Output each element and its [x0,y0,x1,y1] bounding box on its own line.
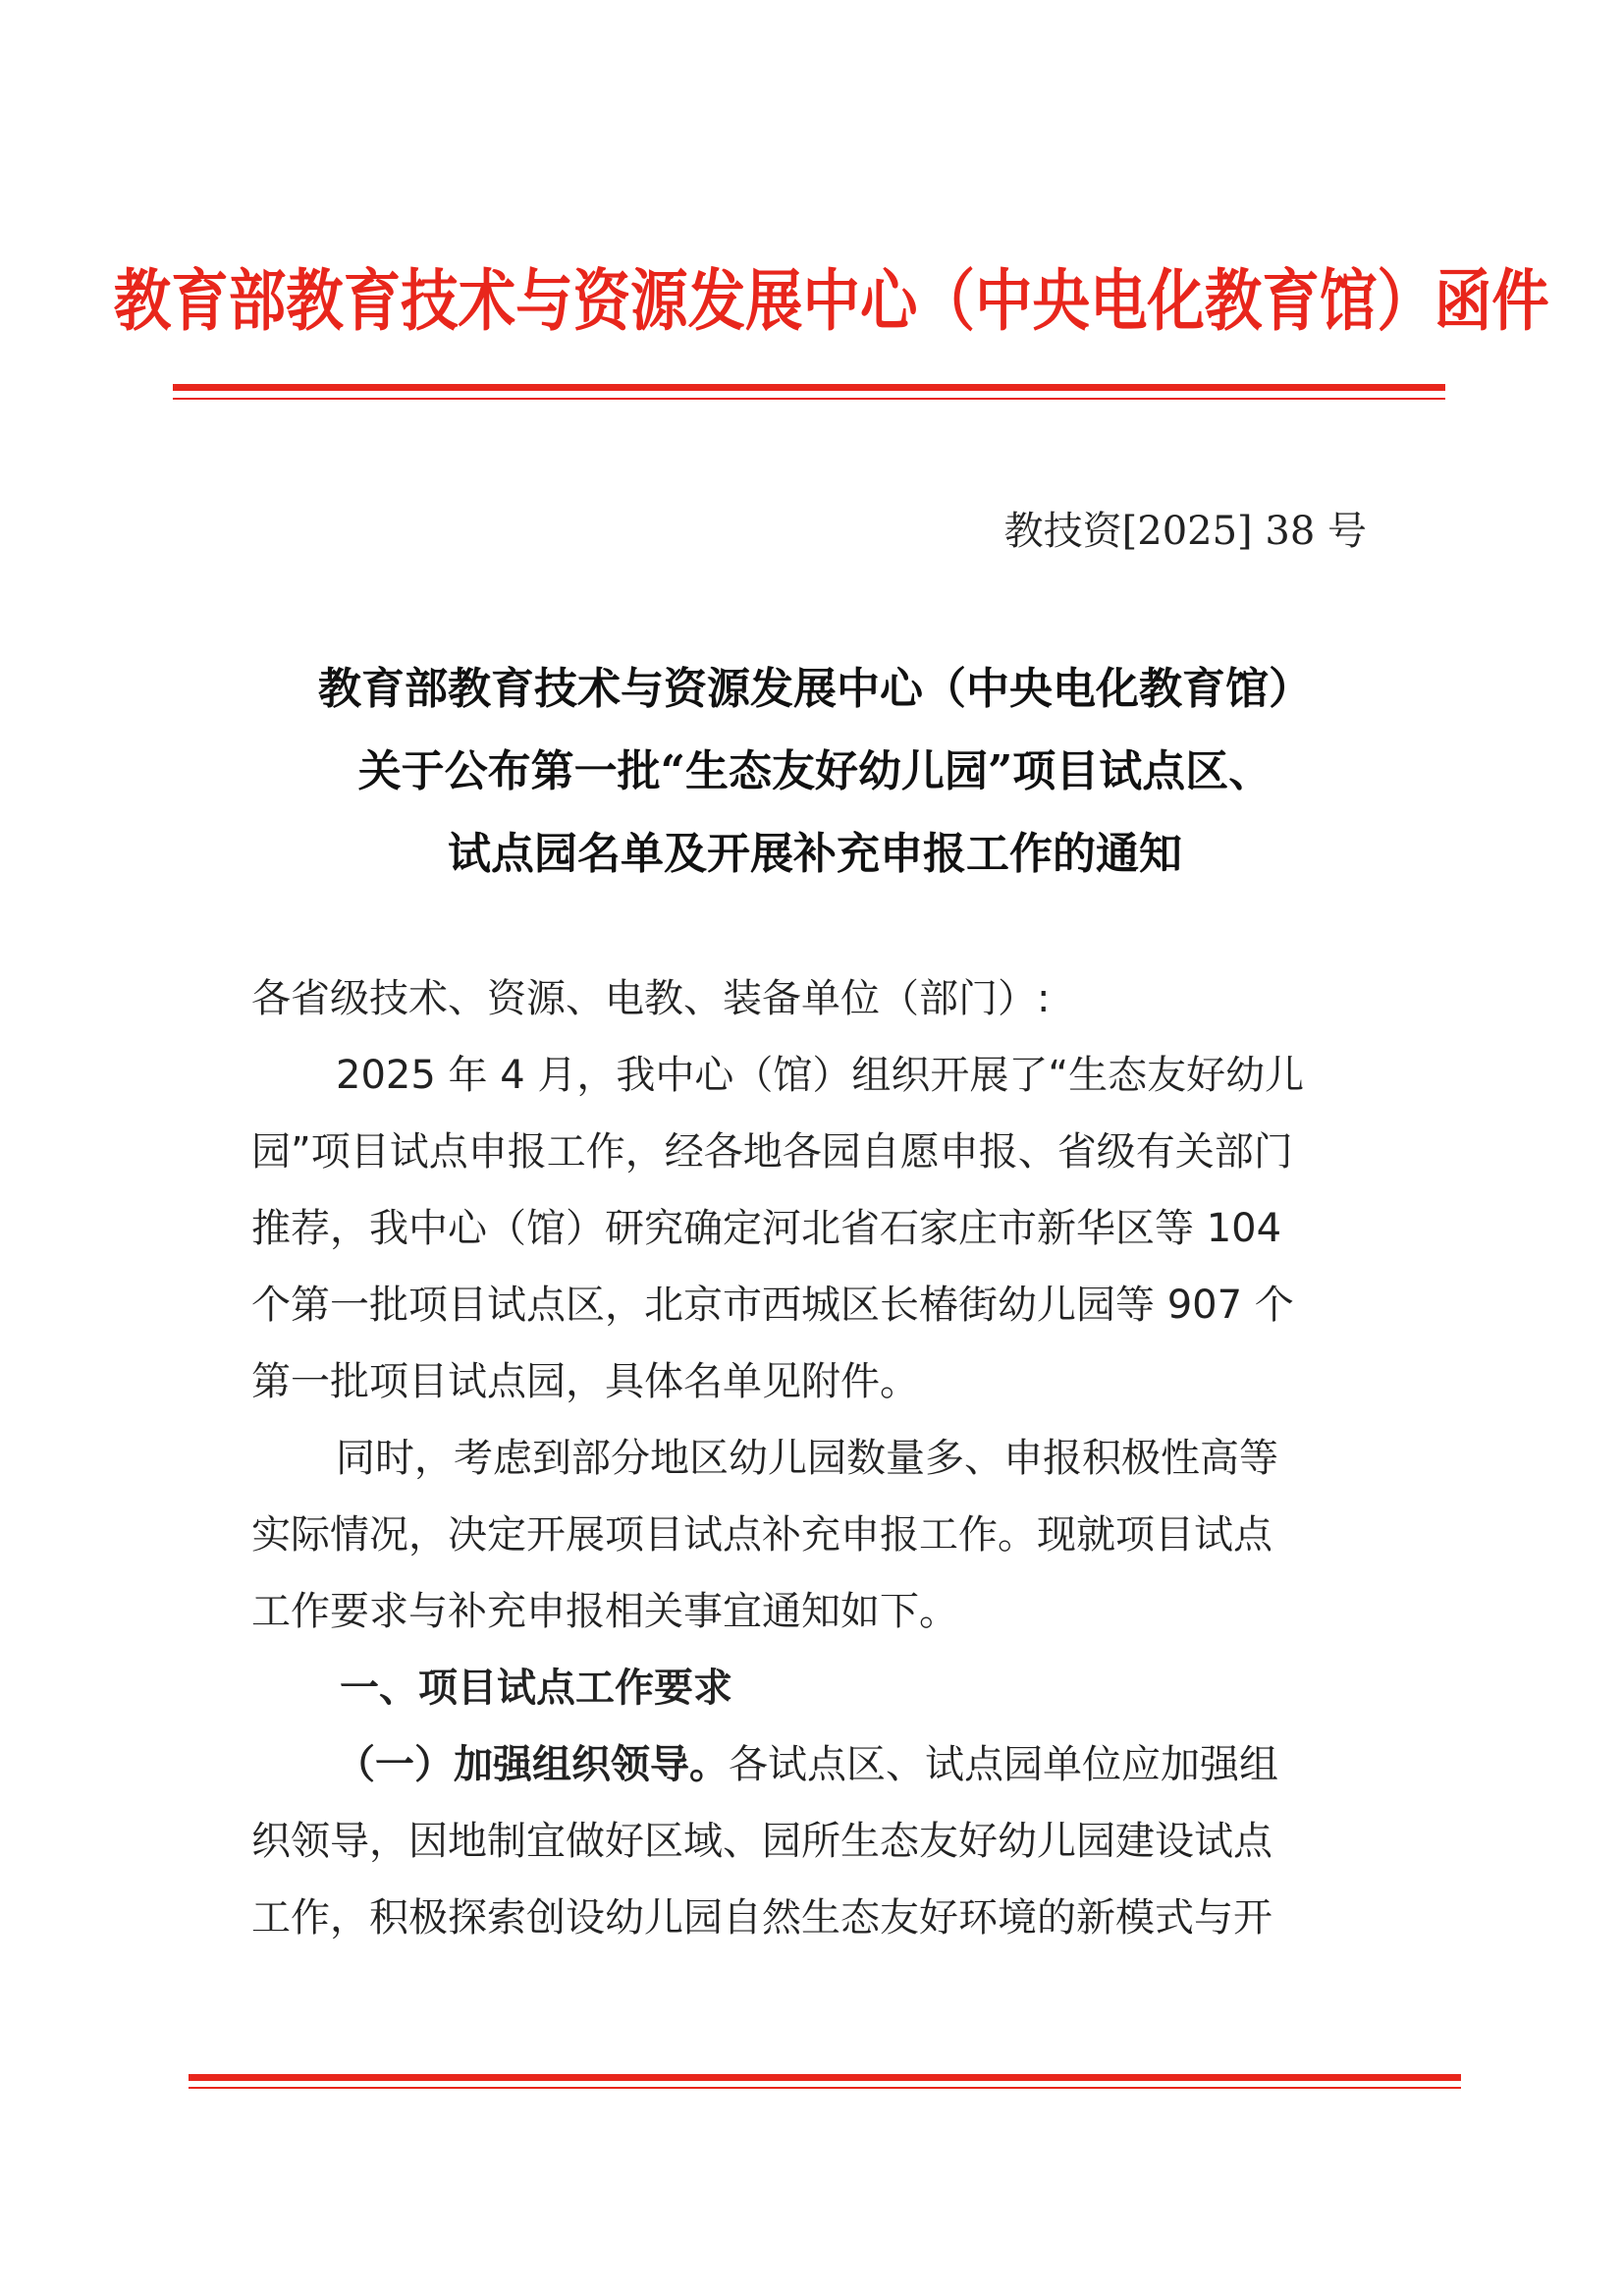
document-number: 教技资[2025] 38 号 [1003,509,1367,554]
paragraph1-line1: 2025 年 4 月，我中心（馆）组织开展了“生态友好幼儿 [336,1053,1305,1098]
item1-label: （一）加强组织领导。 [336,1742,729,1787]
footer-rule-thick [189,2074,1461,2081]
paragraph1-line3: 推荐，我中心（馆）研究确定河北省石家庄市新华区等 104 [251,1206,1282,1251]
paragraph2-line1: 同时，考虑到部分地区幼儿园数量多、申报积极性高等 [336,1436,1278,1481]
footer-rule-thin [189,2087,1461,2089]
item1-line3: 工作，积极探索创设幼儿园自然生态友好环境的新模式与开 [251,1895,1272,1941]
notice-title-line-2: 关于公布第一批“生态友好幼儿园”项目试点区、 [357,746,1272,796]
paragraph2-line3: 工作要求与补充申报相关事宜通知如下。 [251,1589,958,1634]
paragraph1-line4: 个第一批项目试点区，北京市西城区长椿街幼儿园等 907 个 [251,1283,1294,1328]
item1-line1 [336,1726,1278,1803]
paragraph2-line2: 实际情况，决定开展项目试点补充申报工作。现就项目试点 [251,1512,1272,1558]
paragraph1-line2: 园”项目试点申报工作，经各地各园自愿申报、省级有关部门 [251,1129,1293,1175]
notice-title-line-1: 教育部教育技术与资源发展中心（中央电化教育馆） [318,664,1312,714]
paragraph1-line5: 第一批项目试点园，具体名单见附件。 [251,1359,919,1404]
letterhead-rule-thin [173,398,1445,400]
section1-heading: 一、项目试点工作要求 [340,1666,732,1711]
item1-line2: 织领导，因地制宜做好区域、园所生态友好幼儿园建设试点 [251,1819,1272,1864]
notice-title-line-3: 试点园名单及开展补充申报工作的通知 [448,829,1182,879]
letterhead-rule-thick [173,384,1445,391]
letterhead-title: 教育部教育技术与资源发展中心（中央电化教育馆）函件 [113,262,1549,341]
item1-line1-text: 各试点区、试点园单位应加强组 [729,1742,1278,1787]
salutation: 各省级技术、资源、电教、装备单位（部门）: [251,976,1051,1021]
